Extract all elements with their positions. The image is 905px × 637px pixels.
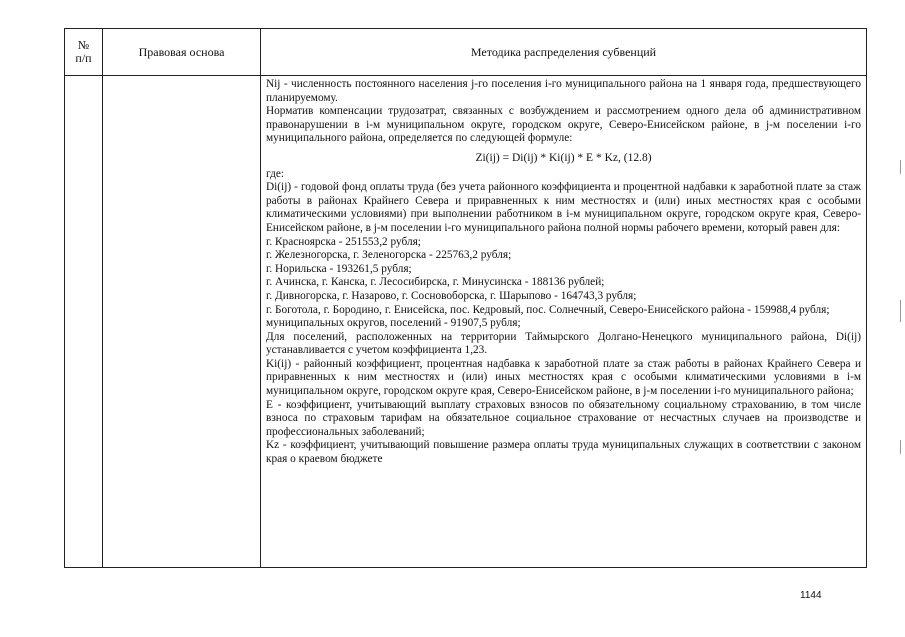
methodology-text xyxy=(261,76,866,467)
table-header-row xyxy=(65,29,867,76)
list-item: г. Ачинска, г. Канска, г. Лесосибирска, г. Минусинска - 188136 рублей; xyxy=(266,276,605,289)
page-number: 1144 xyxy=(800,590,822,601)
list-item: г. Красноярска - 251553,2 рубля; xyxy=(266,235,421,248)
list-item: г. Боготола, г. Бородино, г. Енисейска, пос. Кедровый, пос. Солнечный, Северо-Енисейского района - 159988,4 рубля; xyxy=(266,303,830,316)
paragraph: E - коэффициент, учитывающий выплату страховых взносов по обязательному социальному страхованию, в том числе взноса по страховым тарифам на обязательное социальное страхование от несчастных случаев на производстве и профессиональных заболеваний; xyxy=(266,398,861,438)
list-item: г. Дивногорска, г. Назарово, г. Сосновоборска, г. Шарыпово - 164743,3 рубля; xyxy=(266,289,637,302)
cell-methodology xyxy=(261,76,867,568)
paragraph: Норматив компенсации трудозатрат, связанных с возбуждением и рассмотрением одного дела об административном правонарушении в i-м муниципальном округе, городском округе, Северо-Енисейском районе, в j-м поселении i-го муниципального района, определяется по следующей формуле: xyxy=(266,105,861,145)
paragraph: Для поселений, расположенных на территории Таймырского Долгано-Ненецкого муниципального района, Di(ij) устанавливается с учетом коэффициента 1,23. xyxy=(266,330,861,357)
scan-edge-mark xyxy=(900,440,901,454)
header-number xyxy=(65,29,103,76)
table-row xyxy=(65,76,867,568)
header-number-symbol: № xyxy=(77,38,90,52)
paragraph: Nij - численность постоянного населения j-го поселения i-го муниципального района на 1 января года, предшествующего планируемому. xyxy=(266,78,861,104)
methodology-table xyxy=(64,28,867,568)
cell-legal-basis xyxy=(103,76,261,568)
header-legal-basis: Правовая основа xyxy=(103,29,261,76)
cell-number xyxy=(65,76,103,568)
list-item: г. Железногорска, г. Зеленогорска - 225763,2 рубля; xyxy=(266,249,512,262)
paragraph: Ki(ij) - районный коэффициент, процентная надбавка к заработной плате за стаж работы в районах Крайнего Севера и приравненных к ним местностях и (или) иных местностях края с особыми климатическими условиями в i-м муниципальном округе, городском округе края, Северо-Енисейском районе, в j-м поселении i-го муниципального района; xyxy=(266,357,861,398)
scan-edge-mark xyxy=(900,300,901,322)
list-item: г. Норильска - 193261,5 рубля; xyxy=(266,262,412,275)
paragraph: Di(ij) - годовой фонд оплаты труда (без учета районного коэффициента и процентной надбавки к заработной плате за стаж работы в районах Крайнего Севера и приравненных к ним местностях и (или) иных местностях края с особыми климатическими условиями) при выполнении работником в i-м муниципальном округе, городском округе края, Северо-Енисейском районе, в j-м поселении i-го муниципального района полной нормы рабочего времени, который равен для: xyxy=(266,181,861,234)
list-item: муниципальных округов, поселений - 91907,5 рубля; xyxy=(266,317,521,330)
scan-edge-mark xyxy=(900,160,901,174)
formula: Zi(ij) = Di(ij) * Ki(ij) * E * Kz, (12.8) xyxy=(475,151,652,164)
header-number-abbrev: п/п xyxy=(75,51,92,65)
header-methodology: Методика распределения субвенций xyxy=(261,29,867,76)
paragraph: где: xyxy=(266,167,284,180)
paragraph: Kz - коэффициент, учитывающий повышение размера оплаты труда муниципальных служащих в соответствии с законом края о краевом бюджете xyxy=(266,439,861,466)
